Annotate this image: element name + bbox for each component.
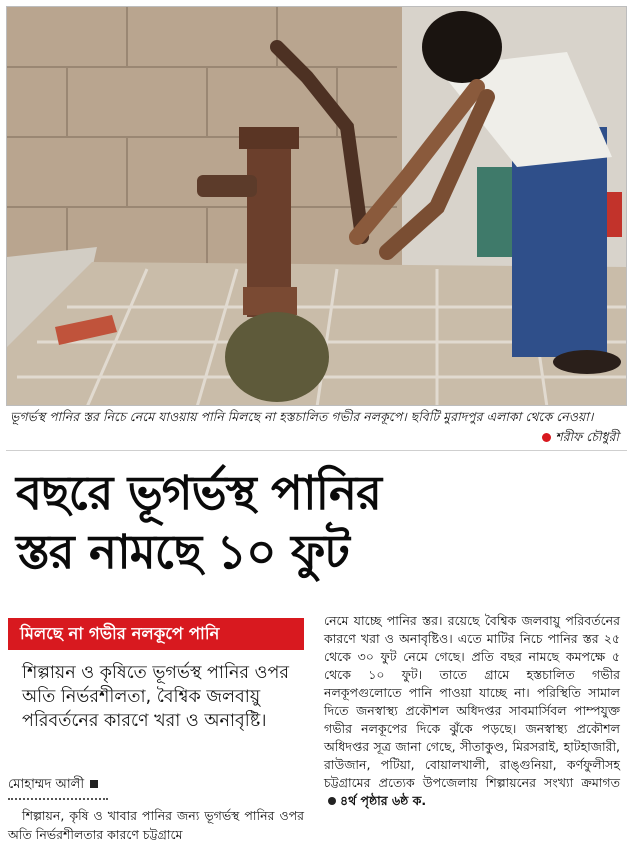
- byline: [8, 775, 98, 796]
- jump-line[interactable]: [324, 793, 426, 808]
- byline-square-icon: [90, 780, 98, 788]
- photo-credit-name: শরীফ চৌধুরী: [555, 429, 619, 444]
- headline-line-1: বছরে ভূগর্ভস্থ পানির: [16, 466, 381, 521]
- credit-dot-icon: [542, 433, 551, 442]
- divider: [6, 450, 627, 451]
- article-body-right: [324, 612, 620, 810]
- jump-text: ৪র্থ পৃষ্ঠার ৬ষ্ঠ ক.: [340, 793, 427, 808]
- kicker-banner: মিলছে না গভীর নলকূপে পানি: [8, 618, 304, 650]
- headline-line-2: স্তর নামছে ১০ ফুট: [16, 525, 349, 580]
- photo-credit: [542, 429, 619, 449]
- headline: [16, 464, 616, 582]
- byline-author: মোহাম্মদ আলী: [8, 777, 85, 792]
- hand-pump-photo: [6, 6, 627, 406]
- dotted-divider: [8, 798, 108, 800]
- article-body-right-text: নেমে যাচ্ছে পানির স্তর। রয়েছে বৈশ্বিক জলবায়ু পরিবর্তনের কারণে খরা ও অনাবৃষ্টিও। এতে মাটির নিচে পানির স্তর ২৫ থেকে ৩০ ফুট নেমে গেছে। প্রতি বছর নামছে কমপক্ষে ৫ থেকে ১০ ফুট। তাতে গ্রামে হস্তচালিত গভীর নলকূপগুলোতে পানি পাওয়া যাচ্ছে না। পরিস্থিতি সামাল দিতে জনস্বাস্থ্য প্রকৌশল অধিদপ্তর সাবমার্সিবল পাম্পযুক্ত গভীর নলকূপের দিকে ঝুঁকে পড়ছে। জনস্বাস্থ্য প্রকৌশল অধিদপ্তর সূত্র জানা গেছে, সীতাকুণ্ড, মিরসরাই, হাটহাজারী, রাউজান, পটিয়া, বোয়ালখালী, রাঙ্গুনিয়া, কর্ণফুলীসহ চট্টগ্রামের প্রত্যেক উপজেলায় শিল্পায়নের সংখ্যা ক্রমাগত: [324, 613, 620, 790]
- jump-bullet-icon: [328, 797, 336, 805]
- summary-text: শিল্পায়ন ও কৃষিতে ভূগর্ভস্থ পানির ওপর অতি নির্ভরশীলতা, বৈশ্বিক জলবায়ু পরিবর্তনের কারণে খরা ও অনাবৃষ্টি।: [22, 663, 289, 731]
- photo-caption: ভূগর্ভস্থ পানির স্তর নিচে নেমে যাওয়ায় পানি মিলছে না হস্তচালিত গভীর নলকূপে। ছবিটি মুরাদপুর এলাকা থেকে নেওয়া।: [10, 409, 594, 424]
- article-body-left: শিল্পায়ন, কৃষি ও খাবার পানির জন্য ভূগর্ভস্থ পানির ওপর অতি নির্ভরশীলতার কারণে চট্টগ্রামে: [8, 808, 304, 842]
